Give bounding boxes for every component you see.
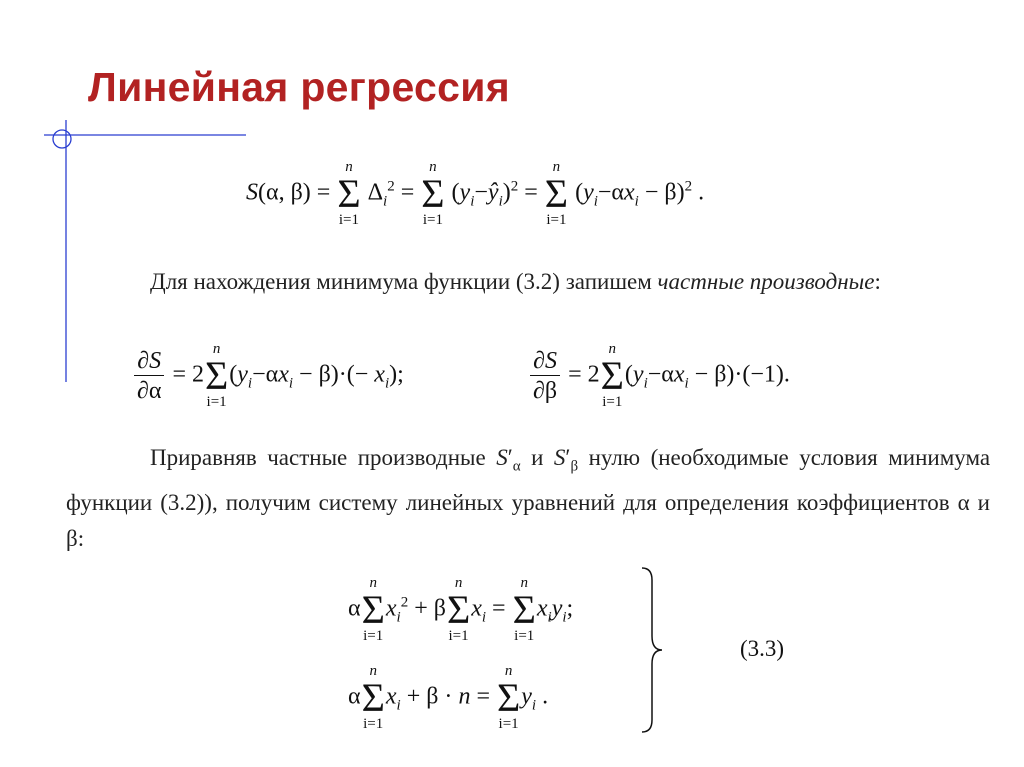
sum-symbol: n Σ i=1 [421,159,445,228]
sum-symbol: n Σ i=1 [337,159,361,228]
sum-symbol: n Σ i=1 [204,341,229,410]
sum-symbol: n Σ i=1 [512,575,536,644]
paragraph-partial-derivatives: Для нахождения минимума функции (3.2) запишем частные производные: [150,269,881,294]
derivative-alpha: $\frac{\partial S}{\partial\alpha}$ = 2 n Σ i=1 $(y_i-\alpha x_i - \beta)\cdot(- x_i)$; [132,342,404,410]
paragraph-system: Приравняв частные производные $S'_\alpha$ и $S'_\beta$ нулю (необходимые условия минимума функции (3.2)), получим систему линейных уравнений для определения коэффициентов α и β: [66,445,991,551]
sum-symbol: n Σ i=1 [600,341,624,410]
sum-symbol: n Σ i=1 [544,159,569,228]
sum-symbol: n Σ i=1 [446,575,471,644]
system-brace [640,566,664,734]
sum-symbol: n Σ i=1 [361,663,385,732]
sum-symbol: n Σ i=1 [361,575,385,644]
derivative-beta: $\frac{\partial S}{\partial\beta}$ = 2 n Σ i=1 $(y_i-\alpha x_i - \beta)\cdot(-1)$. [528,342,790,410]
system-equation-1: α n Σ i=1 $x_i^2 + \beta$ n Σ i=1 $x_i$ = n Σ i=1 $x_iy_i$; [348,575,574,644]
formula-s: S(α, β) = n Σ i=1 $\Delta_i^2$ = n Σ i=1 $(y_i-ŷ_i)^2$ = n Σ i=1 $(y_i-\alpha x_i - \beta)^2$ . [246,159,705,228]
equation-number: (3.3) [740,636,785,661]
sum-symbol: n Σ i=1 [496,663,521,732]
system-equation-2: α n Σ i=1 $x_i + \beta \cdot n$ = n Σ i=1 $y_i$ . [348,663,549,732]
corner-decoration [0,0,260,390]
page-title: Линейная регрессия [88,64,510,110]
